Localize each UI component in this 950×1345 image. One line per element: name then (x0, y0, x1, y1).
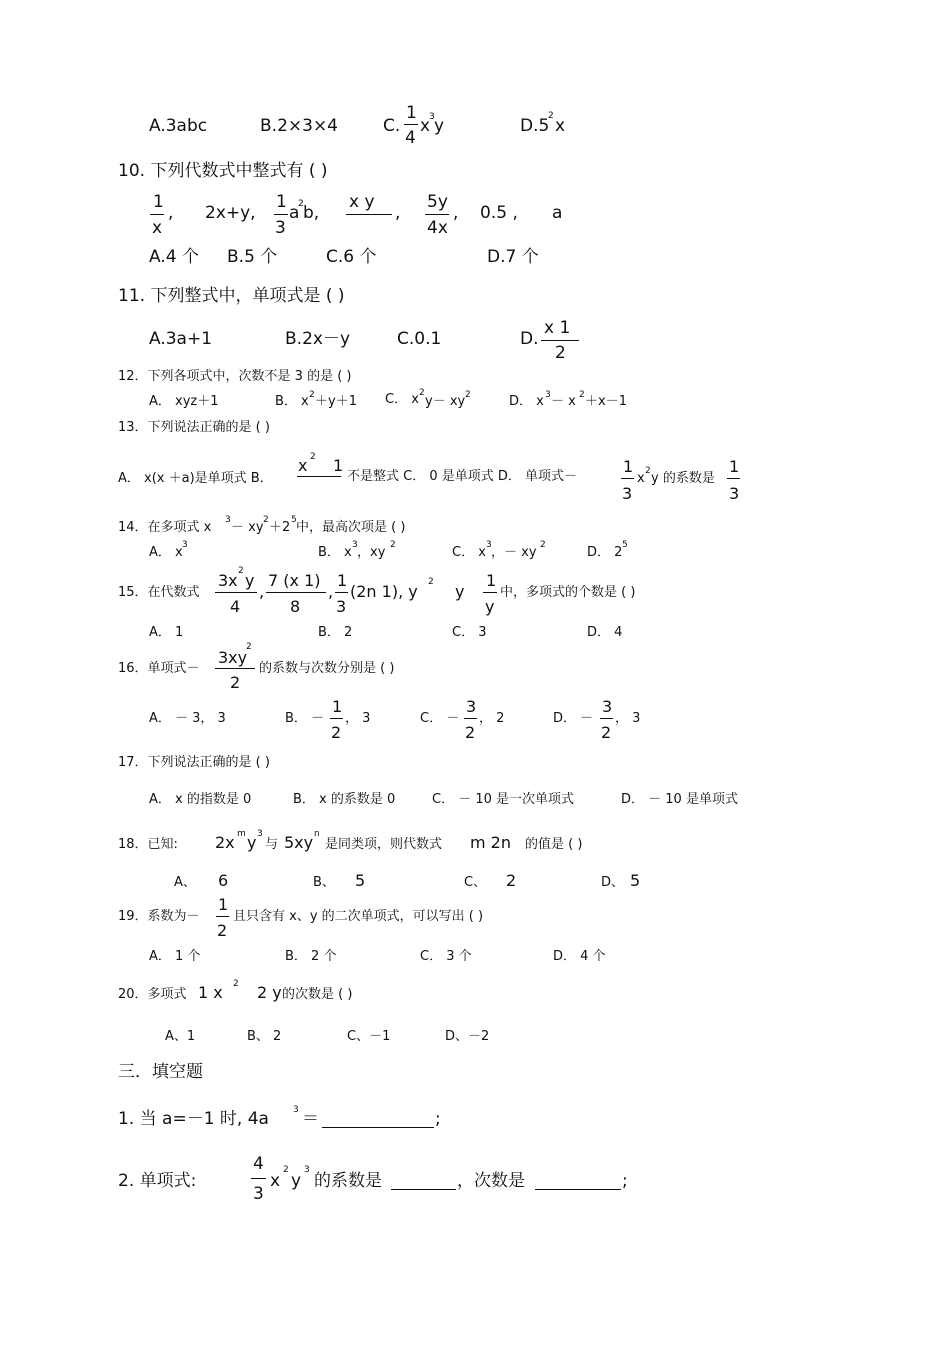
fill1-equals: ＝ (302, 1109, 319, 1129)
fill1-exponent: 3 (293, 1105, 299, 1115)
q19-suffix: 且只含有 x、y 的二次单项式，可以写出 ( ) (233, 909, 484, 924)
q15-f2-denominator: 8 (290, 597, 301, 616)
q14-option-b-tail: ，xy (357, 545, 386, 560)
q16-denominator: 2 (230, 673, 241, 692)
q12-option-c-tail: y－ xy (425, 394, 466, 409)
q19-option-b: B． 2 个 (285, 949, 337, 964)
q20-option-a: A、1 (165, 1029, 196, 1044)
q10-option-d: D.7 个 (487, 247, 539, 267)
q19-denominator: 2 (217, 921, 228, 940)
q14-option-b: B． x (318, 545, 352, 560)
q10-option-b: B.5 个 (227, 247, 278, 267)
q11-option-c: C.0.1 (397, 329, 442, 349)
q16-numerator: 3xy (218, 648, 248, 667)
q16-option-a: A． － 3， 3 (149, 711, 226, 726)
q14-option-d: D． 2 (587, 545, 623, 560)
fill2-y: y (291, 1171, 302, 1191)
q12-option-c-exponent2: 2 (465, 390, 471, 400)
q12-option-d: D． x (509, 394, 544, 409)
q18-prefix: 18．已知: (118, 837, 178, 852)
q9-option-d-exponent: 2 (548, 111, 554, 121)
q14-option-c-exponent1: 3 (486, 540, 492, 550)
q14-stem-exponent3: 5 (291, 515, 297, 525)
q9-option-c-x: x (420, 116, 431, 136)
q10-expr1-bar (150, 214, 164, 215)
q16-option-c-prefix: C． － (420, 711, 460, 726)
fill2-exponent1: 2 (283, 1165, 289, 1175)
fill2-coefficient-label: 的系数是 (314, 1171, 382, 1191)
q9-option-c-prefix: C. (383, 116, 401, 136)
fill2-degree-label: ，次数是 (457, 1171, 525, 1191)
q9-option-c-y: y (434, 116, 445, 136)
q18-option-a-label: A、 (174, 875, 196, 890)
fill2-degree-blank[interactable] (535, 1189, 621, 1190)
q15-option-c: C． 3 (452, 625, 487, 640)
q13-option-d-x: x (637, 471, 645, 486)
q10-expr3-numerator: 1 (276, 192, 287, 212)
q18-option-c-value: 2 (506, 871, 517, 890)
q9-option-c-exponent: 3 (429, 112, 435, 122)
q16-option-b-bar (330, 718, 343, 719)
q16-option-c-denominator: 2 (465, 723, 476, 742)
q16-bar (215, 668, 255, 669)
q10-expr3-exponent: 2 (298, 199, 304, 209)
q15-prefix: 15．在代数式 (118, 585, 200, 600)
q18-mid: 是同类项，则代数式 (325, 837, 443, 852)
q15-sep1: , (259, 582, 265, 601)
q20-exponent: 2 (233, 979, 239, 989)
q13-option-d-exponent: 2 (645, 466, 651, 476)
q14-option-a-exponent: 3 (182, 540, 188, 550)
q9-option-c-numerator: 1 (406, 103, 417, 123)
q13-option-d-value-denominator: 3 (729, 484, 740, 503)
q18-connector: 与 (265, 837, 279, 852)
q9-option-b: B.2×3×4 (260, 116, 339, 136)
q15-suffix: 中，多项式的个数是 ( ) (500, 585, 636, 600)
q10-expr3-bar (274, 214, 288, 215)
fill2-x: x (270, 1171, 281, 1191)
q16-option-b-denominator: 2 (331, 723, 342, 742)
q10-stem: 10. 下列代数式中整式有 ( ) (118, 161, 328, 181)
q9-option-d: D.5 (520, 116, 550, 136)
q15-f1-numerator: 3x (218, 571, 238, 590)
q16-option-c-bar (464, 718, 477, 719)
q17-option-c: C． － 10 是一次单项式 (432, 792, 575, 807)
q14-option-d-exponent: 5 (622, 540, 628, 550)
q18-option-b-label: B、 (313, 875, 335, 890)
q10-expr2: 2x+y, (205, 203, 256, 223)
q10-expr4-comma: , (395, 203, 401, 223)
section-title: 三．填空题 (118, 1062, 203, 1082)
q10-option-c: C.6 个 (326, 247, 377, 267)
q12-stem: 12．下列各项式中，次数不是 3 的是 ( ) (118, 369, 352, 384)
q17-option-d: D． － 10 是单项式 (621, 792, 738, 807)
q18-exponent-n: n (314, 829, 320, 839)
q9-option-d-x: x (555, 116, 566, 136)
q13-option-d-bar (621, 478, 634, 479)
q11-option-a: A.3a+1 (149, 329, 213, 349)
q14-stem-exponent1: 3 (225, 515, 231, 525)
fill2-prefix: 2. 单项式: (118, 1171, 197, 1191)
q18-option-d-label: D、 (601, 875, 625, 890)
q18-term1: 2x (215, 833, 235, 852)
q15-f2-numerator: 7 (x 1) (268, 571, 321, 590)
q12-option-d-exponent1: 3 (545, 390, 551, 400)
q10-expr5-bar (425, 214, 449, 215)
fill1-end: ; (435, 1109, 441, 1129)
q14-stem-exponent2: 2 (263, 515, 269, 525)
q14-option-a: A． x (149, 545, 183, 560)
q15-option-a: A． 1 (149, 625, 184, 640)
q11-option-b: B.2x－y (285, 329, 351, 349)
q14-stem: 14．在多项式 x (118, 520, 212, 535)
q12-option-d-tail: ＋x－1 (585, 394, 627, 409)
q13-option-a: A． x(x ＋a)是单项式 B． (118, 471, 273, 486)
q14-option-c: C． x (452, 545, 486, 560)
q20-suffix: 的次数是 ( ) (282, 987, 353, 1002)
q18-exponent-m: m (237, 829, 246, 839)
q9-option-a: A.3abc (149, 116, 208, 136)
q13-option-d-y: y 的系数是 (651, 471, 715, 486)
q15-f1-numerator-y: y (245, 571, 255, 590)
q10-expr5-denominator: 4x (427, 218, 448, 238)
q18-option-a-value: 6 (218, 871, 229, 890)
q18-option-d-value: 5 (630, 871, 641, 890)
q11-option-d-denominator: 2 (555, 343, 566, 363)
fill2-numerator: 4 (253, 1154, 264, 1174)
q18-suffix: 的值是 ( ) (525, 837, 583, 852)
q12-option-c-exponent1: 2 (419, 388, 425, 398)
q16-option-d-denominator: 2 (601, 723, 612, 742)
q11-option-d-bar (541, 340, 579, 341)
q17-option-b: B． x 的系数是 0 (293, 792, 396, 807)
q10-expr5-numerator: 5y (427, 192, 448, 212)
q20-expression: 1 x (198, 983, 223, 1002)
q13-option-d-value-bar (727, 478, 740, 479)
q10-expr3-b: b, (303, 203, 320, 223)
q16-option-c-tail: ， 2 (479, 711, 505, 726)
q14-option-c-tail: ，－ xy (491, 545, 537, 560)
q16-option-b-prefix: B． － (285, 711, 325, 726)
q13-option-d-value-numerator: 1 (729, 457, 740, 476)
q14-option-b-exponent2: 2 (390, 540, 396, 550)
q19-prefix: 19．系数为－ (118, 909, 200, 924)
q13-option-b-numerator-one: 1 (333, 456, 344, 475)
q15-f3-denominator: 3 (336, 597, 347, 616)
fill1-prefix: 1. 当 a=－1 时, 4a (118, 1109, 269, 1129)
q14-stem-tail: 中，最高次项是 ( ) (296, 520, 406, 535)
q18-option-b-value: 5 (355, 871, 366, 890)
q15-f1-exponent: 2 (238, 566, 244, 576)
q12-option-a: A． xyz＋1 (149, 394, 219, 409)
q15-f1-bar (215, 592, 257, 593)
q16-option-d-prefix: D． － (553, 711, 594, 726)
fill2-coefficient-blank[interactable] (391, 1189, 456, 1190)
q16-option-d-tail: ， 3 (615, 711, 641, 726)
q19-option-a: A． 1 个 (149, 949, 201, 964)
q18-exponent-3: 3 (257, 829, 263, 839)
q10-expr4-numerator: x y (349, 192, 375, 212)
q19-option-c: C． 3 个 (420, 949, 472, 964)
q12-option-d-exponent2: 2 (579, 390, 585, 400)
q15-f4-numerator: 1 (486, 571, 497, 590)
q15-f3-bar (335, 592, 348, 593)
q13-options-tail: 不是整式 C． 0 是单项式 D． 单项式－ (347, 469, 578, 484)
q11-option-d-prefix: D. (520, 329, 539, 349)
q18-option-c-label: C、 (464, 875, 487, 890)
fill2-exponent2: 3 (304, 1165, 310, 1175)
q19-numerator: 1 (218, 895, 229, 914)
fill2-bar (251, 1178, 266, 1179)
q10-expr1-numerator: 1 (153, 192, 164, 212)
q10-expr4-bar (346, 214, 392, 215)
q15-f4-denominator: y (485, 597, 495, 616)
q15-f4-bar (483, 592, 497, 593)
q12-option-b: B． x (275, 394, 309, 409)
q15-option-b: B． 2 (318, 625, 353, 640)
q10-expr1-comma: , (168, 203, 174, 223)
q16-suffix: 的系数与次数分别是 ( ) (259, 661, 395, 676)
q18-expression: m 2n (470, 833, 511, 852)
q16-prefix: 16．单项式－ (118, 661, 200, 676)
q10-expr6: 0.5 , (480, 203, 518, 223)
q14-option-c-exponent2: 2 (540, 540, 546, 550)
fill2-end: ; (622, 1171, 628, 1191)
q15-f3-exponent: 2 (428, 577, 434, 587)
q12-option-b-exponent: 2 (309, 390, 315, 400)
q20-option-b: B、 2 (247, 1029, 282, 1044)
q15-option-d: D． 4 (587, 625, 623, 640)
q10-expr5-comma: , (453, 203, 459, 223)
q15-f2-bar (266, 592, 326, 593)
q14-option-b-exponent1: 3 (352, 540, 358, 550)
q11-stem: 11. 下列整式中，单项式是 ( ) (118, 286, 345, 306)
q13-option-b-exponent: 2 (310, 452, 316, 462)
q20-option-c: C、－1 (347, 1029, 391, 1044)
q13-stem: 13．下列说法正确的是 ( ) (118, 420, 270, 435)
q9-fraction-bar (404, 124, 418, 125)
q9-option-c-denominator: 4 (405, 128, 416, 148)
q16-option-d-numerator: 3 (602, 697, 613, 716)
q14-stem-term3: ＋2 (269, 520, 291, 535)
q18-term1-y: y (247, 833, 257, 852)
q15-f1-denominator: 4 (230, 597, 241, 616)
q13-option-b-numerator-x: x (298, 456, 308, 475)
q12-option-b-tail: ＋y＋1 (315, 394, 357, 409)
q13-option-d-numerator: 1 (623, 457, 634, 476)
q16-option-c-numerator: 3 (466, 697, 477, 716)
q15-f3-tail: (2n 1), y (350, 582, 418, 601)
q18-term2: 5xy (284, 833, 314, 852)
q14-stem-term2: － xy (231, 520, 264, 535)
fill2-denominator: 3 (253, 1184, 264, 1204)
q10-expr3-denominator: 3 (275, 218, 286, 238)
q20-option-d: D、－2 (445, 1029, 490, 1044)
q17-stem: 17．下列说法正确的是 ( ) (118, 755, 270, 770)
q13-option-d-denominator: 3 (622, 484, 633, 503)
q19-bar (216, 916, 229, 917)
q16-exponent: 2 (246, 642, 252, 652)
q11-option-d-numerator: x 1 (544, 318, 571, 338)
q10-expr7: a (552, 203, 563, 223)
q16-option-d-bar (600, 718, 613, 719)
q12-option-d-mid: － x (551, 394, 576, 409)
q20-prefix: 20．多项式 (118, 987, 187, 1002)
fill1-answer-blank[interactable] (322, 1127, 434, 1128)
q15-f3-numerator: 1 (337, 571, 348, 590)
q10-option-a: A.4 个 (149, 247, 199, 267)
q15-f3-y: y (455, 582, 465, 601)
q17-option-a: A． x 的指数是 0 (149, 792, 252, 807)
q20-expression-tail: 2 y (257, 983, 282, 1002)
q10-expr1-denominator: x (152, 218, 163, 238)
q13-option-b-bar (297, 476, 341, 477)
q16-option-b-numerator: 1 (332, 697, 343, 716)
q16-option-b-tail: ， 3 (345, 711, 371, 726)
q19-option-d: D． 4 个 (553, 949, 606, 964)
q15-sep2: , (328, 582, 334, 601)
q10-expr3-a: a (289, 203, 300, 223)
q12-option-c: C． x (385, 392, 419, 407)
